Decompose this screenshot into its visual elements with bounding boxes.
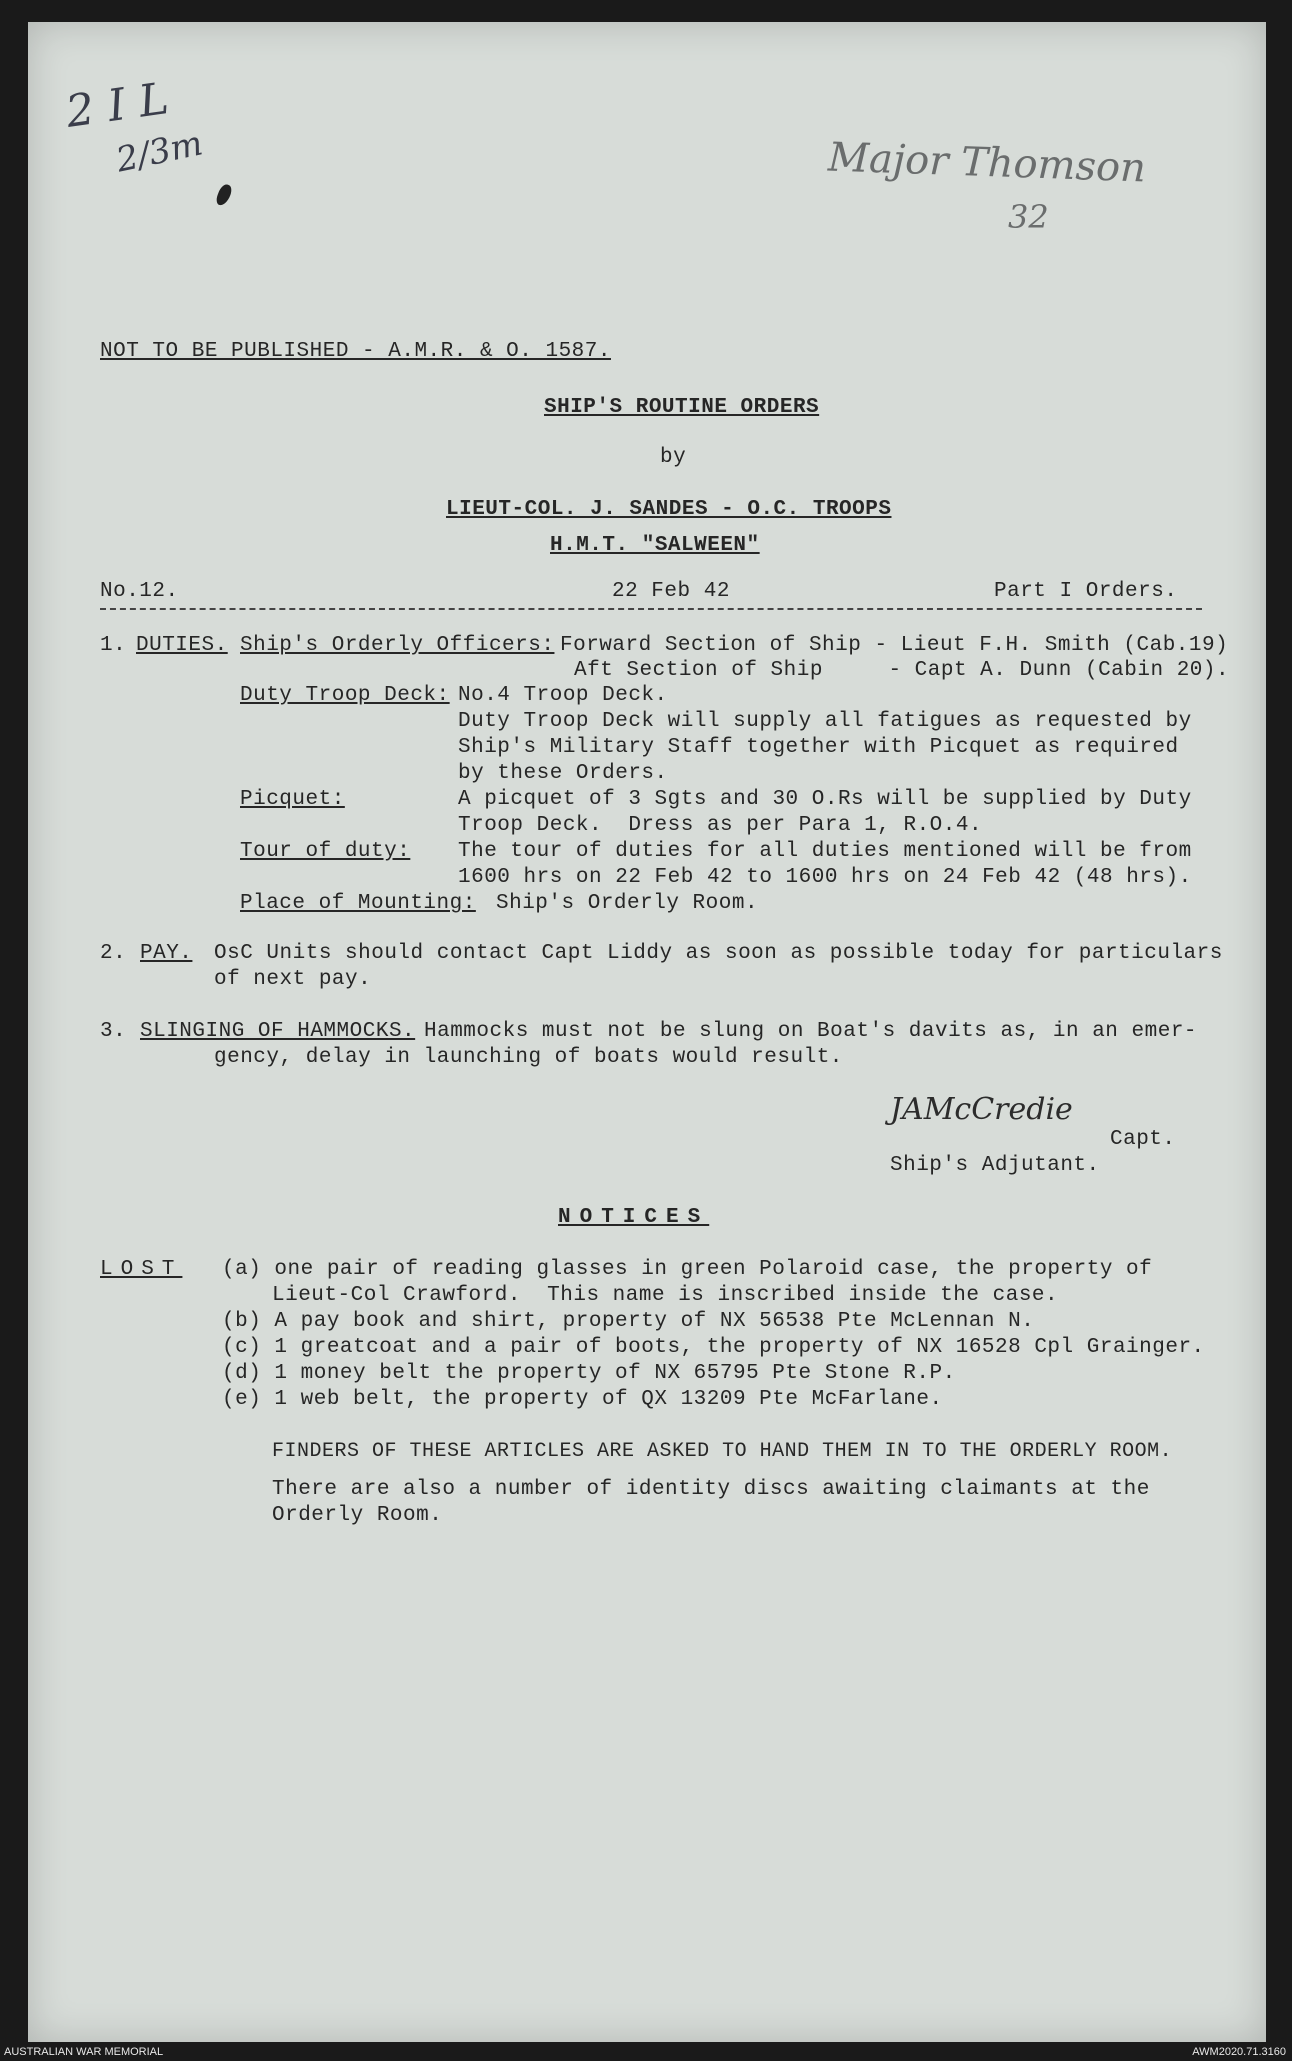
hammocks-line2: gency, delay in launching of boats would result. xyxy=(214,1046,843,1069)
duty-troop-deck-line1: No.4 Troop Deck. xyxy=(458,684,668,707)
duty-troop-deck-line2: Duty Troop Deck will supply all fatigues as requested by xyxy=(458,710,1192,733)
order-number: No.12. xyxy=(100,580,179,603)
lost-item-a-line1: (a) one pair of reading glasses in green Polaroid case, the property of xyxy=(222,1258,1153,1281)
pay-heading: PAY. xyxy=(140,942,193,965)
handwritten-note-top-left-2: 2/3m xyxy=(112,123,207,181)
handwritten-page-number: 32 xyxy=(1008,198,1049,236)
tour-of-duty-label: Tour of duty: xyxy=(240,840,411,863)
lost-item-b: (b) A pay book and shirt, property of NX 56538 Pte McLennan N. xyxy=(222,1310,1035,1333)
footer-source: AUSTRALIAN WAR MEMORIAL xyxy=(4,2046,164,2058)
lost-item-e: (e) 1 web belt, the property of QX 13209 Pte McFarlane. xyxy=(222,1388,943,1411)
signature-title: Ship's Adjutant. xyxy=(890,1154,1100,1177)
lost-label: LOST xyxy=(100,1258,183,1281)
identity-discs-line2: Orderly Room. xyxy=(272,1504,443,1527)
handwritten-note-top-left: 2 I L xyxy=(62,73,172,138)
pay-line1: OsC Units should contact Capt Liddy as soon as possible today for particulars xyxy=(214,942,1223,965)
finders-notice: FINDERS OF THESE ARTICLES ARE ASKED TO HAND THEM IN TO THE ORDERLY ROOM. xyxy=(272,1440,1173,1463)
picquet-line2: Troop Deck. Dress as per Para 1, R.O.4. xyxy=(458,814,983,837)
lost-item-a-line2: Lieut-Col Crawford. This name is inscribed inside the case. xyxy=(272,1284,1059,1307)
tour-of-duty-line2: 1600 hrs on 22 Feb 42 to 1600 hrs on 24 Feb 42 (48 hrs). xyxy=(458,866,1192,889)
classification-notice: NOT TO BE PUBLISHED - A.M.R. & O. 1587. xyxy=(100,340,611,363)
picquet-label: Picquet: xyxy=(240,788,345,811)
place-of-mounting-label: Place of Mounting: xyxy=(240,892,476,915)
duty-troop-deck-line3: Ship's Military Staff together with Picquet as required xyxy=(458,736,1179,759)
duties-number: 1. xyxy=(100,634,127,657)
orderly-officers-label: Ship's Orderly Officers: xyxy=(240,634,555,657)
hammocks-heading: SLINGING OF HAMMOCKS. xyxy=(140,1020,416,1043)
document-title: SHIP'S ROUTINE ORDERS xyxy=(544,396,820,419)
signature-rank: Capt. xyxy=(1110,1128,1176,1151)
notices-heading: NOTICES xyxy=(558,1206,710,1229)
footer-accession-number: AWM2020.71.3160 xyxy=(1192,2046,1286,2058)
header-divider xyxy=(100,608,1202,610)
duties-heading: DUTIES. xyxy=(136,634,228,657)
document-page xyxy=(28,22,1266,2042)
duty-troop-deck-line4: by these Orders. xyxy=(458,762,668,785)
adjutant-signature: JAMcCredie xyxy=(890,1092,1073,1127)
issuer: LIEUT-COL. J. SANDES - O.C. TROOPS xyxy=(446,498,892,521)
by-line: by xyxy=(660,446,687,469)
lost-item-c: (c) 1 greatcoat and a pair of boots, the property of NX 16528 Cpl Grainger. xyxy=(222,1336,1205,1359)
place-of-mounting-value: Ship's Orderly Room. xyxy=(496,892,759,915)
duty-troop-deck-label: Duty Troop Deck: xyxy=(240,684,450,707)
order-part: Part I Orders. xyxy=(994,580,1178,603)
pay-number: 2. xyxy=(100,942,127,965)
order-date: 22 Feb 42 xyxy=(612,580,730,603)
hammocks-number: 3. xyxy=(100,1020,127,1043)
identity-discs-line1: There are also a number of identity discs awaiting claimants at the xyxy=(272,1478,1150,1501)
pay-line2: of next pay. xyxy=(214,968,372,991)
ink-blot xyxy=(215,183,234,208)
handwritten-note-top-right: Major Thomson xyxy=(827,134,1147,192)
orderly-officers-aft: Aft Section of Ship - Capt A. Dunn (Cabin 20). xyxy=(574,659,1230,682)
hammocks-line1: Hammocks must not be slung on Boat's davits as, in an emer- xyxy=(424,1020,1198,1043)
picquet-line1: A picquet of 3 Sgts and 30 O.Rs will be supplied by Duty xyxy=(458,788,1192,811)
ship-name: H.M.T. "SALWEEN" xyxy=(550,534,760,557)
lost-item-d: (d) 1 money belt the property of NX 65795 Pte Stone R.P. xyxy=(222,1362,956,1385)
orderly-officers-forward: Forward Section of Ship - Lieut F.H. Smith (Cab.19) xyxy=(560,634,1229,657)
tour-of-duty-line1: The tour of duties for all duties mentioned will be from xyxy=(458,840,1192,863)
